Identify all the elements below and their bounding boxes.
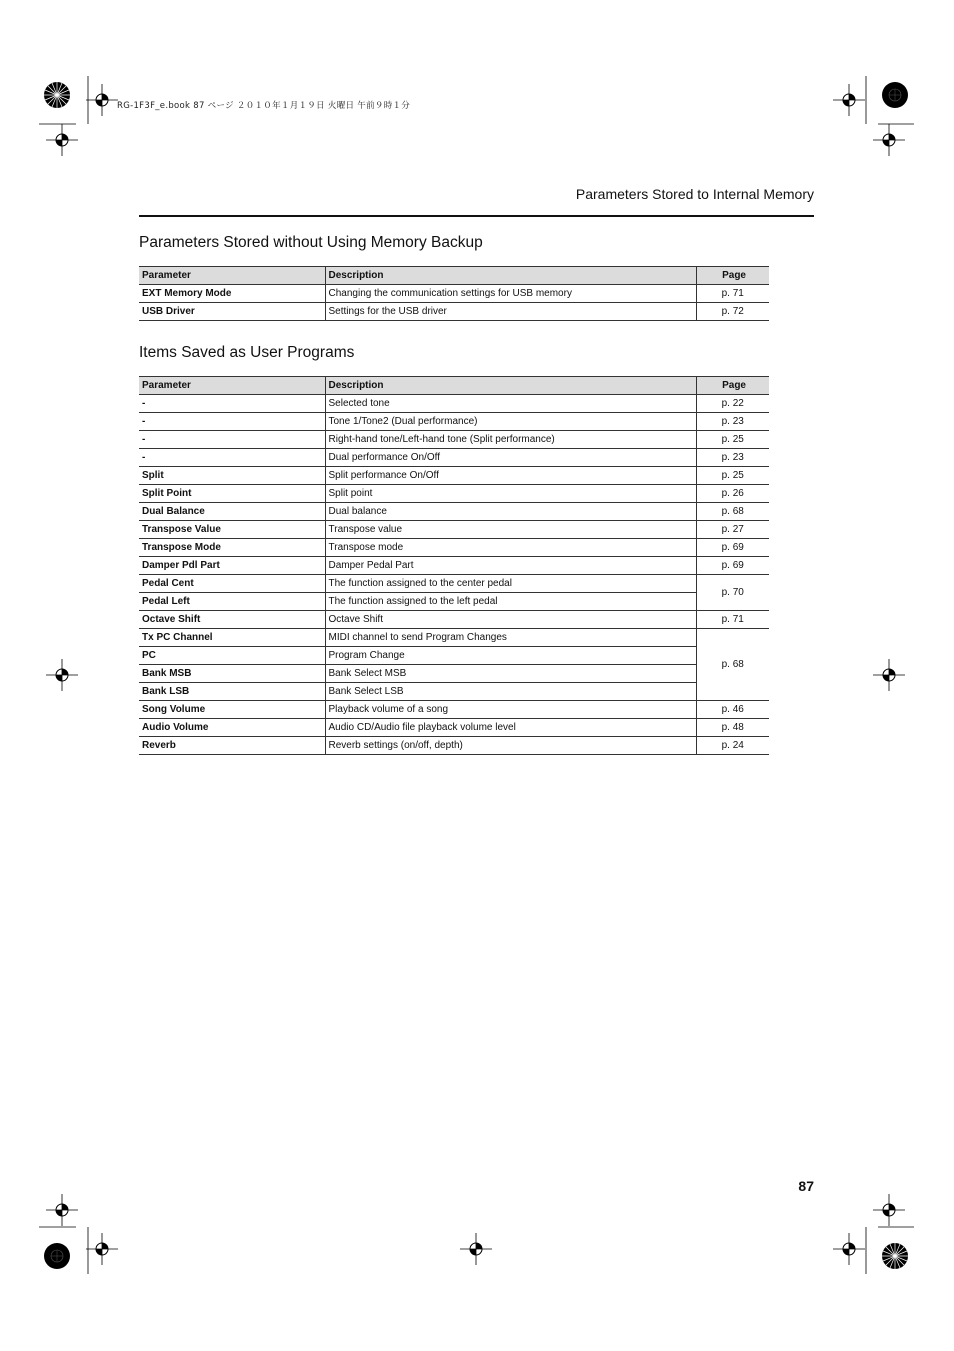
parameter-cell: Audio Volume <box>139 719 325 737</box>
parameter-cell: Transpose Value <box>139 521 325 539</box>
page-cell: p. 46 <box>696 701 769 719</box>
description-cell: Reverb settings (on/off, depth) <box>325 737 696 755</box>
column-header-parameter: Parameter <box>139 267 325 285</box>
parameter-cell: Dual Balance <box>139 503 325 521</box>
parameter-cell: Pedal Left <box>139 593 325 611</box>
description-cell: Changing the communication settings for USB memory <box>325 285 696 303</box>
table-row <box>139 719 769 737</box>
description-cell: Split performance On/Off <box>325 467 696 485</box>
description-cell: MIDI channel to send Program Changes <box>325 629 696 647</box>
table-row <box>139 737 769 755</box>
parameter-cell: Bank LSB <box>139 683 325 701</box>
description-cell: Damper Pedal Part <box>325 557 696 575</box>
page-cell: p. 68 <box>696 503 769 521</box>
table-row <box>139 431 769 449</box>
table-row <box>139 467 769 485</box>
parameter-cell: - <box>139 449 325 467</box>
page-cell: p. 22 <box>696 395 769 413</box>
section-title-memory-backup: Parameters Stored without Using Memory Backup <box>139 234 483 251</box>
header-rule <box>139 215 814 217</box>
section-title-user-programs: Items Saved as User Programs <box>139 344 355 361</box>
parameter-cell: Pedal Cent <box>139 575 325 593</box>
parameter-cell: Split Point <box>139 485 325 503</box>
page-cell: p. 26 <box>696 485 769 503</box>
parameter-cell: EXT Memory Mode <box>139 285 325 303</box>
table-row <box>139 683 769 701</box>
column-header-page: Page <box>696 377 769 395</box>
description-cell: Split point <box>325 485 696 503</box>
page-cell: p. 70 <box>696 575 769 611</box>
description-cell: Audio CD/Audio file playback volume level <box>325 719 696 737</box>
column-header-parameter: Parameter <box>139 377 325 395</box>
page-number: 87 <box>798 1178 814 1194</box>
page-cell: p. 25 <box>696 467 769 485</box>
table-row <box>139 647 769 665</box>
table-header-row <box>139 377 769 395</box>
table-row <box>139 449 769 467</box>
parameter-cell: Split <box>139 467 325 485</box>
table-row <box>139 303 769 321</box>
description-cell: Bank Select MSB <box>325 665 696 683</box>
page-cell: p. 23 <box>696 449 769 467</box>
page-cell: p. 71 <box>696 285 769 303</box>
column-header-page: Page <box>696 267 769 285</box>
table-row <box>139 575 769 593</box>
table-row <box>139 395 769 413</box>
description-cell: Right-hand tone/Left-hand tone (Split performance) <box>325 431 696 449</box>
description-cell: Selected tone <box>325 395 696 413</box>
description-cell: Tone 1/Tone2 (Dual performance) <box>325 413 696 431</box>
table-memory-backup <box>139 266 769 321</box>
parameter-cell: - <box>139 431 325 449</box>
description-cell: The function assigned to the center pedal <box>325 575 696 593</box>
description-cell: Dual performance On/Off <box>325 449 696 467</box>
description-cell: Transpose mode <box>325 539 696 557</box>
page-cell: p. 27 <box>696 521 769 539</box>
description-cell: Octave Shift <box>325 611 696 629</box>
page-cell: p. 24 <box>696 737 769 755</box>
page-cell: p. 72 <box>696 303 769 321</box>
page-cell: p. 48 <box>696 719 769 737</box>
parameter-cell: PC <box>139 647 325 665</box>
parameter-cell: Song Volume <box>139 701 325 719</box>
table-row <box>139 485 769 503</box>
table-row <box>139 665 769 683</box>
description-cell: The function assigned to the left pedal <box>325 593 696 611</box>
parameter-cell: Reverb <box>139 737 325 755</box>
file-header: RG-1F3F_e.book 87 ページ ２０１０年１月１９日 火曜日 午前９時１分 <box>117 101 411 111</box>
page-cell: p. 23 <box>696 413 769 431</box>
page-cell: p. 69 <box>696 557 769 575</box>
parameter-cell: Octave Shift <box>139 611 325 629</box>
table-row <box>139 701 769 719</box>
table-row <box>139 557 769 575</box>
parameter-cell: Bank MSB <box>139 665 325 683</box>
running-head: Parameters Stored to Internal Memory <box>575 186 814 202</box>
description-cell: Settings for the USB driver <box>325 303 696 321</box>
table-user-programs <box>139 376 769 755</box>
parameter-cell: Tx PC Channel <box>139 629 325 647</box>
description-cell: Playback volume of a song <box>325 701 696 719</box>
column-header-description: Description <box>325 377 696 395</box>
description-cell: Transpose value <box>325 521 696 539</box>
page-cell: p. 69 <box>696 539 769 557</box>
parameter-cell: - <box>139 395 325 413</box>
description-cell: Bank Select LSB <box>325 683 696 701</box>
parameter-cell: Damper Pdl Part <box>139 557 325 575</box>
table-row <box>139 413 769 431</box>
parameter-cell: Transpose Mode <box>139 539 325 557</box>
page-cell: p. 71 <box>696 611 769 629</box>
page-cell: p. 25 <box>696 431 769 449</box>
table-row <box>139 539 769 557</box>
table-row <box>139 521 769 539</box>
description-cell: Dual balance <box>325 503 696 521</box>
column-header-description: Description <box>325 267 696 285</box>
table-row <box>139 285 769 303</box>
page-cell: p. 68 <box>696 629 769 701</box>
parameter-cell: USB Driver <box>139 303 325 321</box>
table-row <box>139 503 769 521</box>
parameter-cell: - <box>139 413 325 431</box>
table-row <box>139 611 769 629</box>
table-row <box>139 593 769 611</box>
table-row <box>139 629 769 647</box>
table-header-row <box>139 267 769 285</box>
description-cell: Program Change <box>325 647 696 665</box>
